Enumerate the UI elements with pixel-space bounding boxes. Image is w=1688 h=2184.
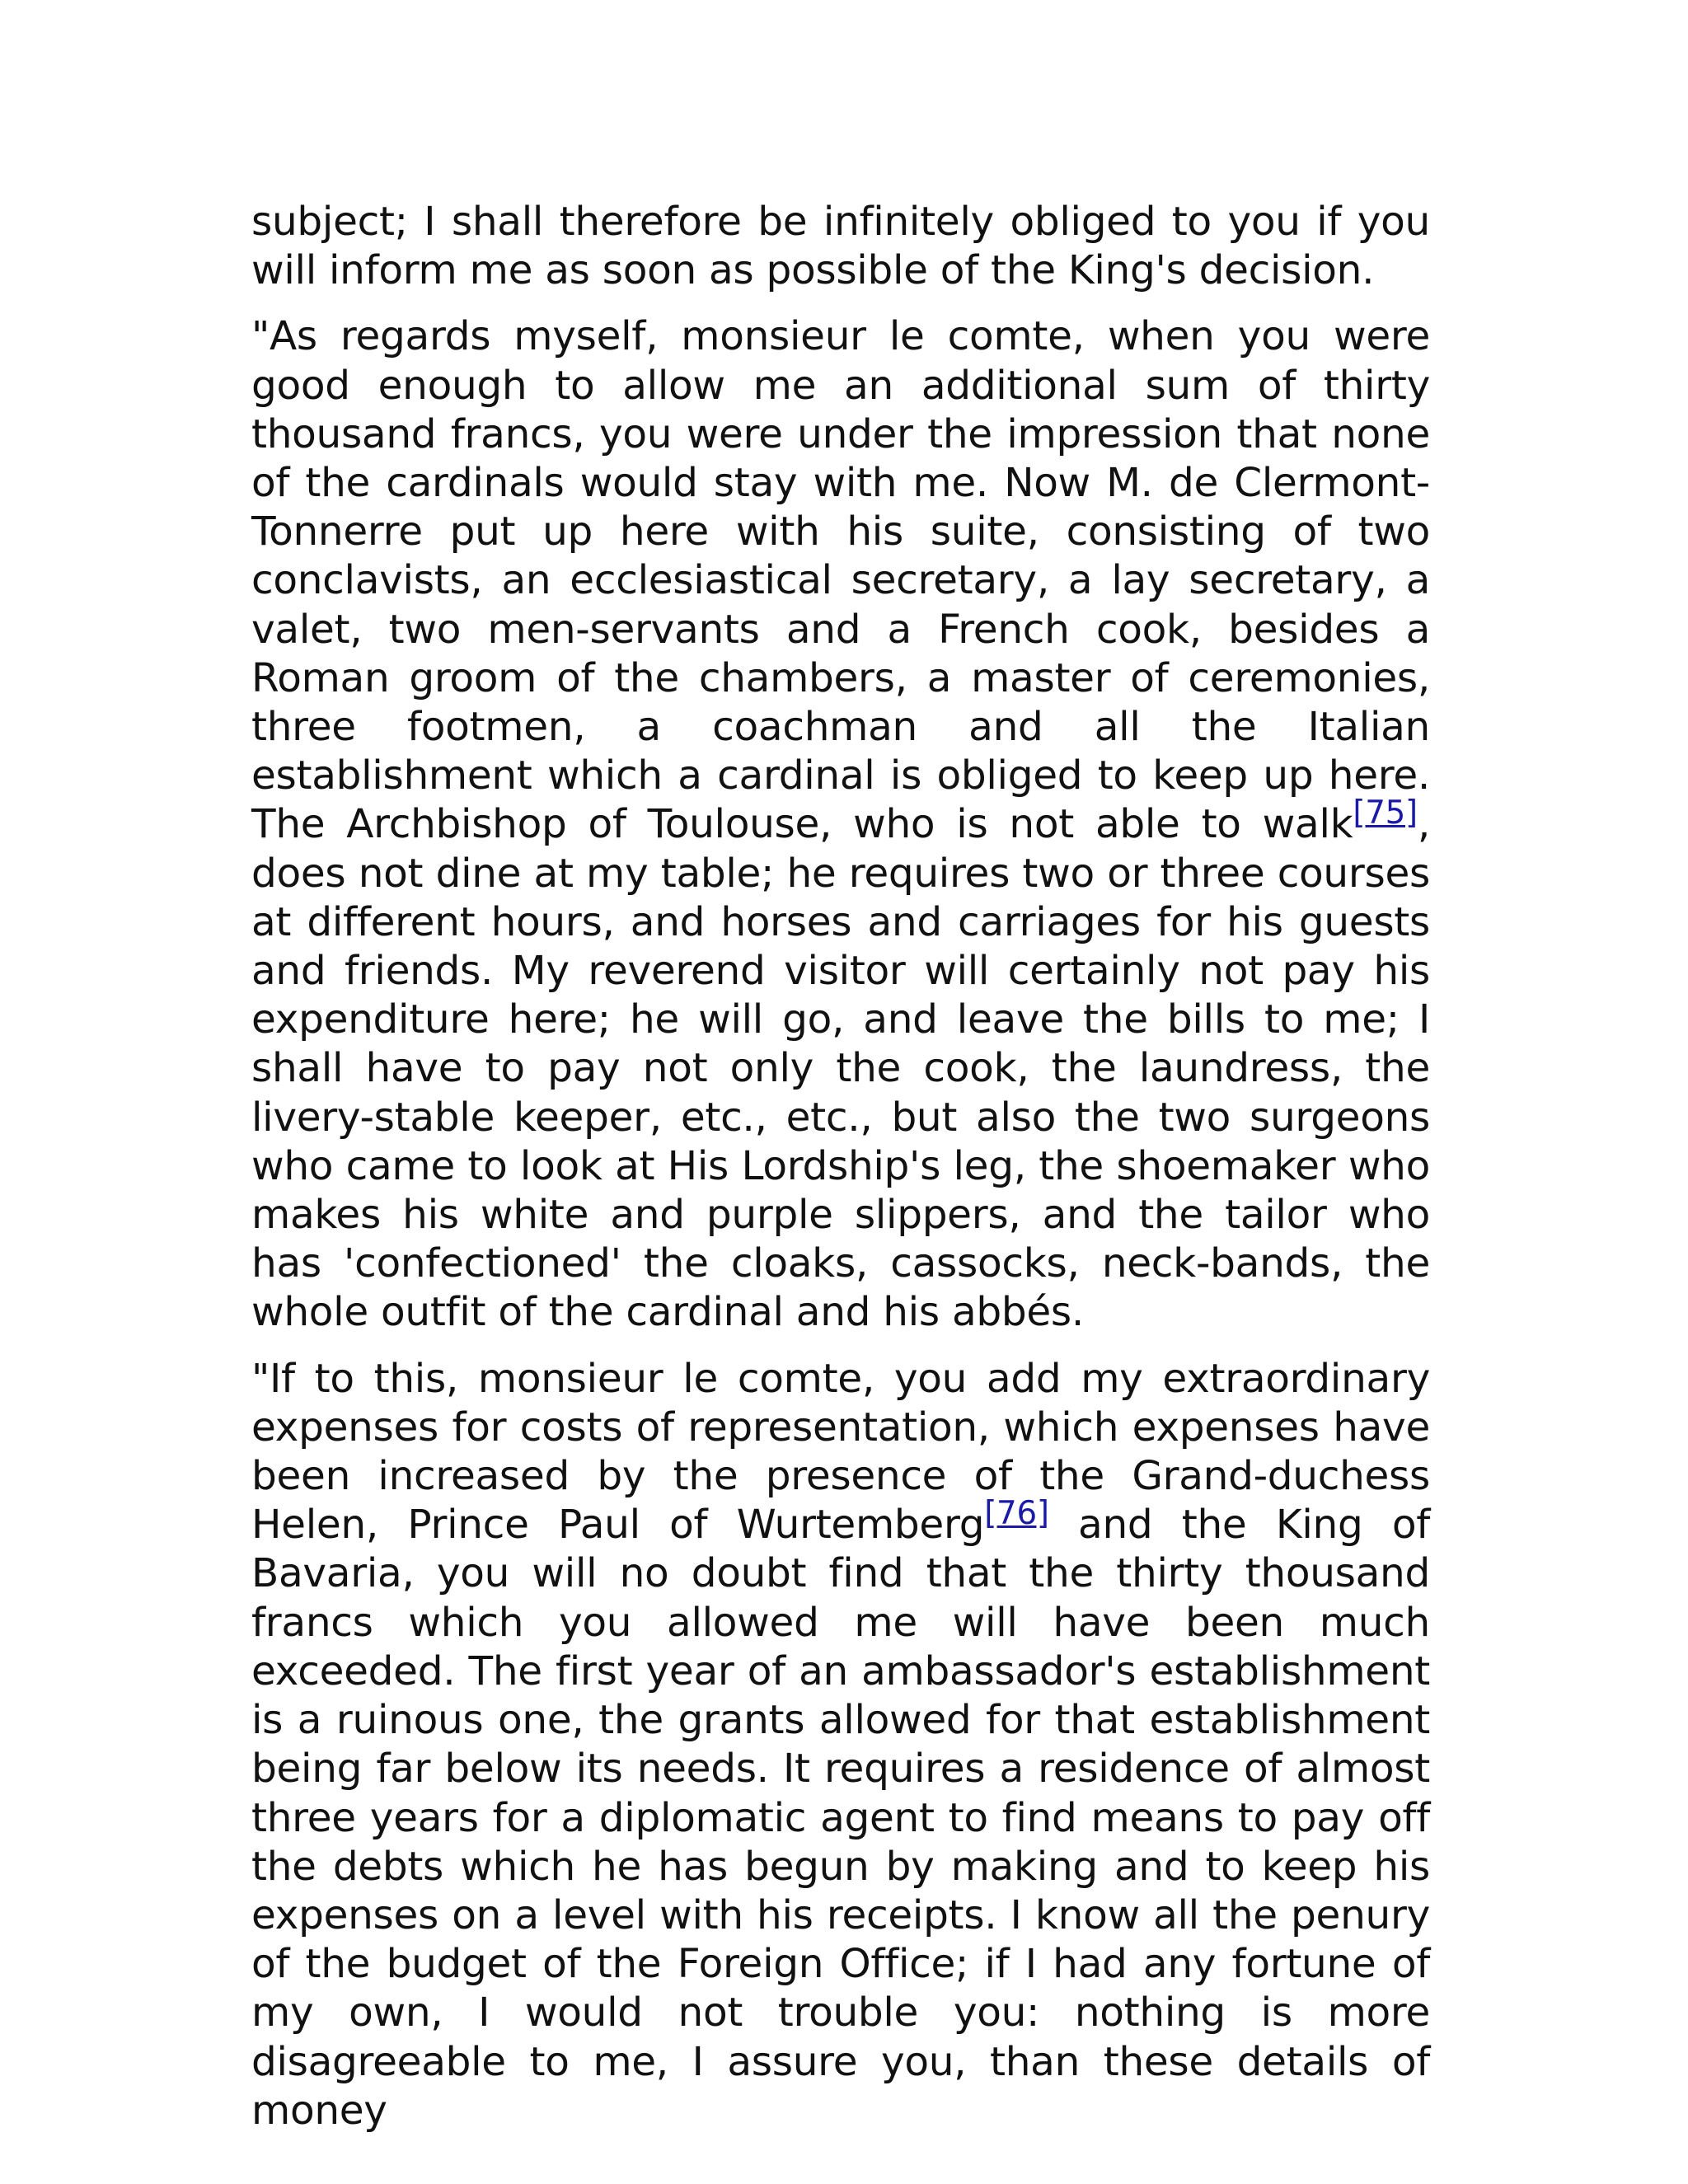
- paragraph-3: [251, 1355, 1430, 2135]
- document-page: [251, 198, 1430, 2153]
- paragraph-3-text-a: "If to this, monsieur le comte, you add my extraordinary expenses for costs of representation, which expenses have been increased by the presence of the Grand-duchess Helen, Prince Paul of Wurtemberg: [251, 1355, 1430, 1549]
- paragraph-2-text-b: , does not dine at my table; he requires two or three courses at different hours, and horses and carriages for his guests and friends. My reverend visitor will certainly not pay his expenditure here; he will go, and leave the bills to me; I shall have to pay not only the cook, the laundress, the livery-stable keeper, etc., etc., but also the two surgeons who came to look at His Lordship's leg, the shoemaker who makes his white and purple slippers, and the tailor who has 'confectioned' the cloaks, cassocks, neck-bands, the whole outfit of the cardinal and his abbés.: [251, 801, 1430, 1336]
- footnote-link-76[interactable]: [76]: [984, 1495, 1049, 1533]
- footnote-link-75[interactable]: [75]: [1353, 794, 1418, 832]
- paragraph-3-text-b: and the King of Bavaria, you will no doubt find that the thirty thousand francs which you allowed me will have been much exceeded. The first year of an ambassador's establishment is a ruinous one, the grants allowed for that establishment being far below its needs. It requires a residence of almost three years for a diplomatic agent to find means to pay off the debts which he has begun by making and to keep his expenses on a level with his receipts. I know all the penury of the budget of the Foreign Office; if I had any fortune of my own, I would not trouble you: nothing is more disagreeable to me, I assure you, than these details of money: [251, 1502, 1430, 2134]
- paragraph-2: [251, 312, 1430, 1337]
- paragraph-1-text: subject; I shall therefore be infinitely obliged to you if you will inform me as soon as possible of the King's decision.: [251, 199, 1430, 294]
- paragraph-1: [251, 198, 1430, 295]
- paragraph-2-text-a: "As regards myself, monsieur le comte, when you were good enough to allow me an additional sum of thirty thousand francs, you were under the impression that none of the cardinals would stay with me. Now M. de Clermont-Tonnerre put up here with his suite, consisting of two conclavists, an ecclesiastical secretary, a lay secretary, a valet, two men-servants and a French cook, besides a Roman groom of the chambers, a master of ceremonies, three footmen, a coachman and all the Italian establishment which a cardinal is obliged to keep up here. The Archbishop of Toulouse, who is not able to walk: [251, 313, 1430, 848]
